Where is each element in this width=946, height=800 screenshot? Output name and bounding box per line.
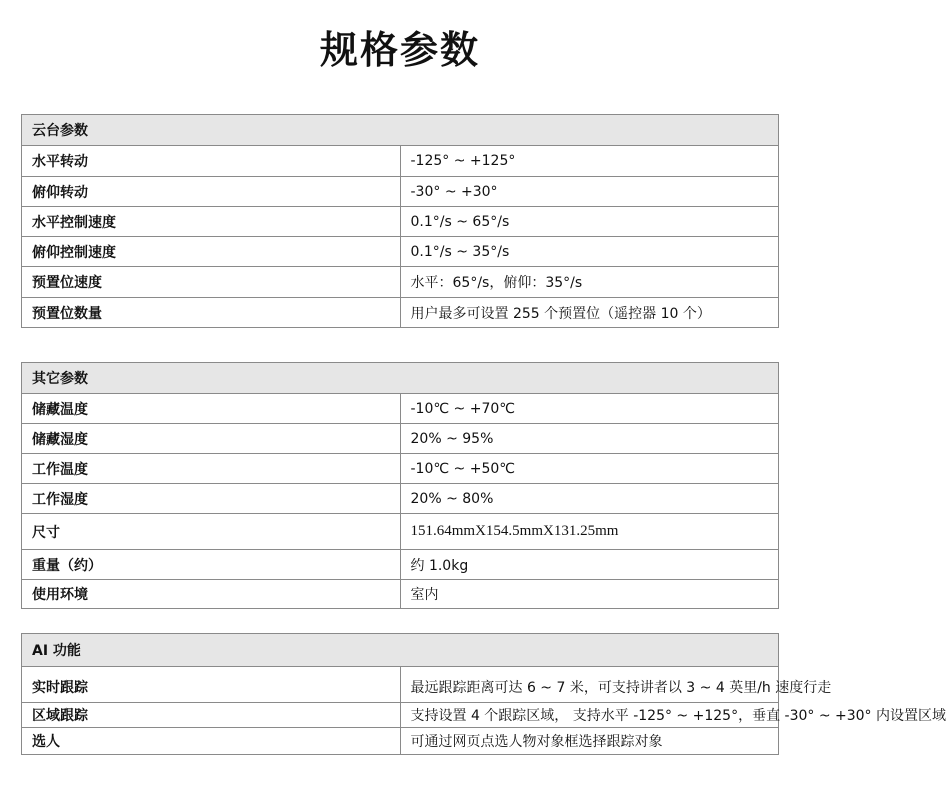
table-row [22, 514, 779, 550]
section-header-row [22, 363, 779, 394]
spec-value: 20% ~ 95% [400, 424, 779, 454]
ai-features-table [21, 633, 946, 755]
table-row [22, 580, 779, 609]
spec-key: 选人 [22, 728, 401, 755]
table-row [22, 394, 779, 424]
spec-key: 工作温度 [22, 454, 401, 484]
table-row [22, 703, 779, 728]
other-params-table [21, 362, 779, 609]
spec-key: 重量（约） [22, 550, 401, 580]
table-row [22, 550, 779, 580]
spec-value: 可通过网页点选人物对象框选择跟踪对象 [400, 728, 779, 755]
table-row [22, 177, 779, 207]
spec-value: -10℃ ~ +50℃ [400, 454, 779, 484]
spec-key: 俯仰转动 [22, 177, 401, 207]
spec-key: 使用环境 [22, 580, 401, 609]
spec-value: 151.64mmX154.5mmX131.25mm [400, 514, 779, 550]
section-header-row [22, 634, 779, 667]
section-header-gimbal: 云台参数 [22, 115, 779, 146]
spec-value: -125° ~ +125° [400, 146, 779, 177]
spec-value: 支持设置 4 个跟踪区域， 支持水平 -125° ~ +125°，垂直 -30° ~ +30° 内设置区域 [400, 703, 779, 728]
spec-key: 预置位数量 [22, 298, 401, 328]
spec-key: 水平控制速度 [22, 207, 401, 237]
table-row [22, 267, 779, 298]
section-header-row [22, 115, 779, 146]
section-header-ai: AI 功能 [22, 634, 779, 667]
spec-value: 用户最多可设置 255 个预置位（遥控器 10 个） [400, 298, 779, 328]
spec-value: 最远跟踪距离可达 6 ~ 7 米，可支持讲者以 3 ~ 4 英里/h 速度行走 [400, 667, 779, 703]
spec-key: 预置位速度 [22, 267, 401, 298]
section-header-other: 其它参数 [22, 363, 779, 394]
table-row [22, 728, 779, 755]
table-row [22, 146, 779, 177]
spec-key: 储藏湿度 [22, 424, 401, 454]
spec-key: 储藏温度 [22, 394, 401, 424]
spec-key: 尺寸 [22, 514, 401, 550]
table-row [22, 484, 779, 514]
table-row [22, 237, 779, 267]
spec-value: 0.1°/s ~ 65°/s [400, 207, 779, 237]
spec-value: 水平：65°/s，俯仰：35°/s [400, 267, 779, 298]
spec-value: 约 1.0kg [400, 550, 779, 580]
table-row [22, 298, 779, 328]
table-row [22, 207, 779, 237]
spec-value: 0.1°/s ~ 35°/s [400, 237, 779, 267]
spec-value: -30° ~ +30° [400, 177, 779, 207]
spec-key: 工作湿度 [22, 484, 401, 514]
spec-key: 实时跟踪 [22, 667, 401, 703]
table-row [22, 667, 779, 703]
spec-value: 20% ~ 80% [400, 484, 779, 514]
spec-value: 室内 [400, 580, 779, 609]
gimbal-params-table [21, 114, 779, 328]
table-row [22, 454, 779, 484]
page-title: 规格参数 [319, 28, 480, 72]
spec-key: 区域跟踪 [22, 703, 401, 728]
table-row [22, 424, 779, 454]
spec-key: 水平转动 [22, 146, 401, 177]
spec-key: 俯仰控制速度 [22, 237, 401, 267]
spec-value: -10℃ ~ +70℃ [400, 394, 779, 424]
